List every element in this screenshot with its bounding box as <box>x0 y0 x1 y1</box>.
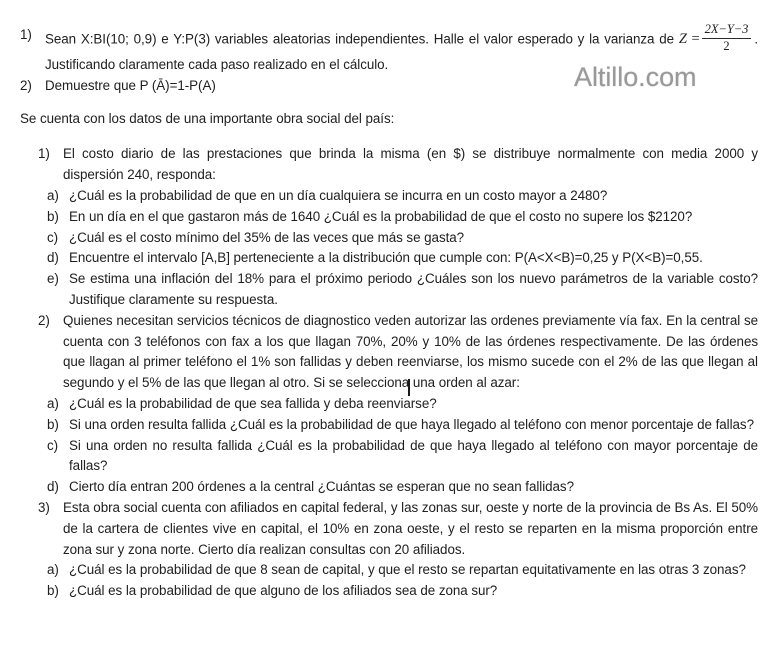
intro-paragraph: Se cuenta con los datos de una importante obra social del país: <box>20 110 395 126</box>
list-marker: a) <box>47 187 59 203</box>
sub-item-text: Encuentre el intervalo [A,B] perteneciente a la distribución que cumple con: P(A<X<B)=0,25 y P(X<B)=0,55. <box>69 250 703 266</box>
list-marker: b) <box>47 583 59 599</box>
problem-2-sub-c <box>47 436 758 478</box>
problems-list <box>38 144 758 602</box>
problem-1-text: El costo diario de las prestaciones que brinda la misma (en $) se distribuye normalmente con media 2000 y dispersión 240, responda: <box>63 146 758 183</box>
problem-3 <box>38 498 758 560</box>
fraction-numerator: 2X−Y−3 <box>702 23 752 39</box>
sub-item-text: Cierto día entran 200 órdenes a la central ¿Cuántas se esperan que no sean fallidas? <box>69 479 574 495</box>
problem-2-text: Quienes necesitan servicios técnicos de diagnostico veden autorizar las ordenes previamente vía fax. En la central se cuenta con 3 teléfonos con fax a los que llagan 70%, 20% y 10% de las órdenes respectivamente. De las órdenes que llagan al primer teléfono el 1% son fallidas y deben reenviarse, los mismo sucede con el 2% de las que llegan al segundo y el 5% de las que llegan al otro. Si se selecciona una orden al azar: <box>63 312 758 391</box>
sub-item-text: ¿Cuál es la probabilidad de que 8 sean de capital, y que el resto se repartan equitativamente en las otras 3 zonas? <box>69 562 746 578</box>
list-marker: c) <box>47 437 59 453</box>
problem-3-sub-a <box>47 560 758 581</box>
problem-1-sub-c <box>47 228 758 249</box>
header-item-1-text-after: . Justificando claramente cada paso realizado en el cálculo. <box>45 31 758 72</box>
list-marker: d) <box>47 479 59 495</box>
sub-item-text: ¿Cuál es el costo mínimo del 35% de las veces que más se gasta? <box>69 229 465 245</box>
list-marker: a) <box>47 562 59 578</box>
problem-1-sub-b <box>47 207 758 228</box>
formula-variable: Z <box>678 31 687 48</box>
header-item-1-text-before: Sean X:BI(10; 0,9) e Y:P(3) variables aleatorias independientes. Halle el valor esperado y la varianza de <box>45 31 675 47</box>
sub-item-text: ¿Cuál es la probabilidad de que sea fallida y deba reenviarse? <box>69 395 437 411</box>
list-marker: 1) <box>20 27 32 42</box>
sub-item-text: ¿Cuál es la probabilidad de que alguno de los afiliados sea de zona sur? <box>69 583 498 599</box>
sub-item-text: Se estima una inflación del 18% para el próximo periodo ¿Cuáles son los nuevo parámetros de la variable costo? Justifique claramente su respuesta. <box>69 271 758 307</box>
sub-item-text: ¿Cuál es la probabilidad de que en un día cualquiera se incurra en un costo mayor a 2480? <box>69 187 608 203</box>
z-formula <box>678 22 755 53</box>
problem-3-text: Esta obra social cuenta con afiliados en capital federal, y las zonas sur, oeste y norte de la provincia de Bs As. El 50% de la cartera de clientes vive en capital, el 10% en zona oeste, y el resto se reparten en la misma proporción entre zona sur y zona norte. Cierto día realizan consultas con 20 afiliados. <box>63 499 758 557</box>
list-marker: a) <box>47 395 59 411</box>
sub-item-text: Si una orden resulta fallida ¿Cuál es la probabilidad de que haya llegado al teléfono con menor porcentaje de fallas? <box>69 416 754 432</box>
sub-item-text: En un día en el que gastaron más de 1640 ¿Cuál es la probabilidad de que el costo no supere los $2120? <box>69 208 693 224</box>
sub-item-text: Si una orden no resulta fallida ¿Cuál es la probabilidad de que haya llegado al teléfono con mayor porcentaje de fallas? <box>69 437 758 474</box>
altillo-watermark: Altillo.com <box>574 62 697 92</box>
list-marker: c) <box>47 229 59 245</box>
list-marker: b) <box>47 208 59 224</box>
problem-1-sub-d <box>47 248 758 269</box>
fraction-denominator: 2 <box>723 38 730 53</box>
list-marker: 1) <box>38 146 50 162</box>
header-item-2 <box>20 76 758 97</box>
document-content <box>20 22 758 602</box>
list-marker: 2) <box>38 312 50 328</box>
problem-2-sub-d <box>47 477 758 498</box>
problem-1-sub-e <box>47 269 758 311</box>
list-marker: d) <box>47 250 59 266</box>
header-item-2-text: Demuestre que P (Ā)=1-P(A) <box>45 77 216 93</box>
problem-2-sub-a <box>47 394 758 415</box>
problem-3-sub-b <box>47 581 758 602</box>
header-item-1 <box>20 22 758 76</box>
formula-fraction <box>702 23 752 53</box>
problem-2 <box>38 311 758 394</box>
list-marker: b) <box>47 416 59 432</box>
list-marker: 3) <box>38 499 50 515</box>
list-marker: e) <box>47 271 59 287</box>
problem-1 <box>38 144 758 186</box>
problem-2-sub-b <box>47 415 758 436</box>
list-marker: 2) <box>20 77 32 93</box>
formula-equals: = <box>691 31 700 48</box>
problem-1-sub-a <box>47 186 758 207</box>
